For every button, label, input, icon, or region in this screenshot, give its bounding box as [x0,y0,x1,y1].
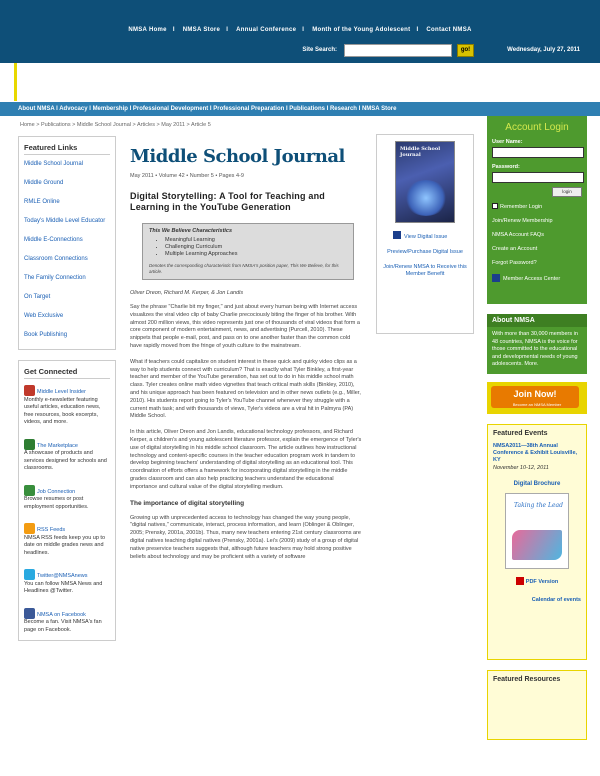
brochure-title: Taking the Lead [514,501,563,509]
resources-title: Featured Resources [493,675,561,683]
top-link-conference[interactable]: Annual Conference [236,27,297,33]
password-label: Password: [492,164,520,170]
event-dates: November 10-12, 2011 [493,464,549,471]
believe-note: Denotes the corresponding characteristic from NMSA's position paper, This We Believe, for this article. [149,263,339,274]
username-input[interactable] [492,147,584,158]
member-access-icon [492,274,500,282]
join-now-banner[interactable] [487,382,587,414]
calendar-link[interactable]: Calendar of events [531,596,581,603]
search-input[interactable] [344,44,452,57]
article-paragraph: What if teachers could capitalize on student interest in these quick and quirky video clips as a way to help students connect with curriculum? That is exactly what Tyler Binkley, a first-year teacher and member of the YouTube generation, has set out to do in his middle school math class. Tyler creates online math video vignettes that teach critical math skills (Binkley, 2010), and his unique approach has been featured on television and in other news outlets (e.g., Miller, 2010). His students report going to Tyler's YouTube channel whenever they struggle with a current math task; and with thousands of views, Tyler's videos are a viral hit in Palmyra (PA) Middle School. [130,358,361,420]
pdf-version-link[interactable] [493,577,581,585]
view-digital-issue-link[interactable] [381,231,469,241]
top-link-store[interactable]: NMSA Store [182,27,221,33]
believe-list [165,237,347,258]
join-now-sub: Become an NMSA Member [512,401,562,407]
article-title: Digital Storytelling: A Tool for Teaching and Learning in the YouTube Generation [130,191,325,212]
connect-link[interactable]: Middle Level Insider [37,389,86,395]
connect-desc: Monthly e-newsletter featuring useful articles, education news, free resources, book excerpts, videos, and more. [24,396,101,425]
right-column [487,116,587,740]
search-go-button[interactable]: go! [457,44,474,57]
remember-label: Remember Login [500,204,543,210]
featured-link[interactable]: RMLE Online [24,199,60,205]
connect-desc: A showcase of products and services designed for schools and classrooms. [24,450,107,471]
search-label: Site Search: [302,47,337,53]
featured-links-box [18,136,116,350]
main-navbar[interactable]: About NMSA I Advocacy I Membership I Professional Development I Professional Preparation I Publications I Research I NMSA Store [0,102,600,116]
connect-item [24,385,110,427]
top-links [0,27,600,33]
pdf-label: PDF Version [525,578,559,585]
username-label: User Name: [492,139,523,145]
connect-desc: You can follow NMSA News and Headlines @Twitter. [24,580,103,594]
get-connected-box [18,360,116,641]
join-now-button[interactable]: Join Now! [491,386,579,408]
connect-link[interactable]: The Marketplace [37,442,78,449]
journal-masthead: Middle School Journal [130,146,345,167]
issue-info: May 2011 • Volume 42 • Number 5 • Pages 4-9 [130,173,244,179]
featured-link[interactable]: Book Publishing [24,332,68,338]
featured-link[interactable]: Classroom Connections [24,256,88,262]
login-title: Account Login [505,122,569,133]
separator: I [172,27,175,33]
member-access-link[interactable] [492,274,582,282]
separator: I [416,27,419,33]
account-login-box [487,116,587,304]
login-link[interactable]: Create an Account [492,246,538,252]
login-button[interactable]: login [552,187,582,197]
believe-box [142,223,354,280]
connect-desc: Browse resumes or post employment opportunities. [24,496,89,510]
current-date: Wednesday, July 27, 2011 [507,47,580,53]
login-link[interactable]: Forgot Password? [492,260,537,266]
twitter-icon [24,569,35,580]
login-link[interactable]: NMSA Account FAQs [492,232,544,238]
banner [14,63,594,101]
connect-item [24,608,110,635]
about-more-link[interactable]: More. [524,361,539,367]
journal-cover-box [376,134,474,334]
connect-link[interactable]: NMSA on Facebook [37,611,86,618]
top-link-contact[interactable]: Contact NMSA [426,27,472,33]
job-icon [24,485,35,496]
remember-login[interactable] [492,203,582,210]
connect-item [24,485,110,512]
about-title: About NMSA [487,314,587,327]
about-text [492,331,582,369]
top-link-month[interactable]: Month of the Young Adolescent [312,27,411,33]
connect-item [24,439,110,473]
separator: I [302,27,305,33]
join-renew-link[interactable]: Join/Renew NMSA to Receive this Member Benefit [383,264,467,277]
cover-art [404,180,448,216]
connect-item [24,569,110,596]
connect-link[interactable]: RSS Feeds [37,527,66,533]
believe-heading: This We Believe Characteristics [149,228,233,234]
remember-checkbox[interactable] [492,203,498,209]
about-nmsa-box [487,314,587,374]
breadcrumb[interactable]: Home > Publications > Middle School Journal > Articles > May 2011 > Article 5 [20,122,211,128]
view-digital-issue-label: View Digital Issue [404,234,448,240]
login-link[interactable]: Join/Renew Membership [492,218,553,224]
cover-title: Middle School Journal [400,146,441,158]
article-paragraph: Say the phrase "Charlie bit my finger," and just about every human being with Internet access visualizes the viral video clip of baby Charlie precociously biting the finger of his brother. With almost 200 million views, this video represents just one of thousands of viral videos that form a core component of modern entertainment, news, and advertising (Purcell, 2010). These snippets that people e-mail, post, and pass on to one another faster than the common cold have rapidly moved from the fringe of youth culture to the mainstream. [130,304,360,349]
article-column [130,147,362,561]
separator: I [226,27,229,33]
featured-link[interactable]: Today's Middle Level Educator [24,218,106,224]
featured-links-title: Featured Links [24,143,110,155]
article-paragraph: Growing up with unprecedented access to technology has changed the way young people, "digital natives," communicate, interact, process information, and learn (Oblinger & Oblinger, 2005; Prensky, 2001a, 2001b). Thus, many new teachers entering 21st century classrooms are digital natives teaching digital natives (Prensky, 2001a). Lei's (2009) study of a group of digital native preservice teachers suggests that, although future teachers may hold strong positive beliefs about technology and may be proficient with a variety of software [130,514,361,560]
featured-events-box [487,424,587,660]
featured-link[interactable]: Middle School Journal [24,161,84,167]
believe-item: • Multiple Learning Approaches [165,251,347,258]
newsletter-icon [24,385,35,396]
connect-desc: Become a fan. Visit NMSA's fan page on Facebook. [24,619,102,633]
featured-link[interactable]: Middle E-Connections [24,237,83,243]
featured-resources-box [487,670,587,740]
featured-link[interactable]: Web Exclusive [24,313,64,319]
featured-link[interactable]: Middle Ground [24,180,64,186]
events-title: Featured Events [493,429,548,437]
member-access-label: Member Access Center [503,276,561,282]
facebook-icon [24,608,35,619]
digital-issue-icon [393,231,401,239]
article-authors: Oliver Dreon, Richard M. Kerper, & Jon Landis [130,290,244,296]
digital-brochure-link[interactable]: Digital Brochure [513,480,561,487]
believe-item: • Challenging Curriculum [165,244,347,251]
password-input[interactable] [492,172,584,183]
connect-item [24,523,110,557]
pdf-icon [516,577,524,585]
journal-cover-image[interactable] [395,141,455,223]
featured-link[interactable]: On Target [24,294,51,300]
connect-desc: NMSA RSS feeds keep you up to date on middle grades news and headlines. [24,534,106,556]
connect-link[interactable]: Twitter@NMSAnews [37,573,88,579]
preview-purchase-link[interactable]: Preview/Purchase Digital Issue [387,249,463,255]
get-connected-title: Get Connected [24,367,110,379]
checkmark-icon [24,439,35,450]
brochure-image[interactable] [505,493,569,569]
connect-link[interactable]: Job Connection [37,488,76,495]
event-name[interactable]: NMSA2011—38th Annual Conference & Exhibit Louisville, KY [493,442,578,463]
rss-icon [24,523,35,534]
about-body: With more than 30,000 members in 48 countries, NMSA is the voice for those committed to the educational and developmental needs of young adolescents. [492,331,578,367]
top-link-home[interactable]: NMSA Home [128,27,167,33]
brochure-art [512,530,562,560]
article-paragraph: In this article, Oliver Dreon and Jon Landis, educational technology professors, and Richard Kerper, a children's and young adolescent literature professor, explain the emergence of Tyler's use of digital storytelling in his middle school classroom. The article outlines how instructional technology and content-specific courses in the teacher education program work in tandem to develop beginning teachers' understanding of digital storytelling as an educational tool. This coordination of efforts offers a framework for incorporating digital storytelling in the middle grades classroom and can also help practicing teachers understand the educational importance and cultural value of the digital storytelling medium. [130,429,362,490]
believe-item: • Meaningful Learning [165,237,347,244]
search-bar [0,40,600,63]
featured-links-list [24,161,110,339]
left-column [18,136,116,641]
article-subheading: The importance of digital storytelling [130,499,245,507]
featured-link[interactable]: The Family Connection [24,275,86,281]
